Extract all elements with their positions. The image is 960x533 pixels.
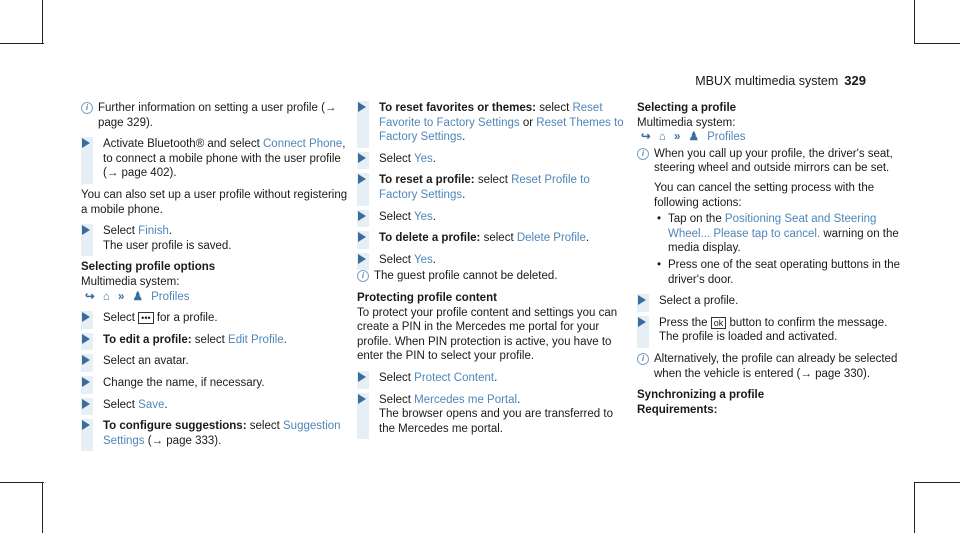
step: To reset a profile: select Reset Profile to Factory Settings. bbox=[357, 173, 627, 202]
link-delete-profile[interactable]: Delete Profile bbox=[516, 232, 586, 245]
link-yes[interactable]: Yes bbox=[413, 210, 433, 223]
info-note: i The guest profile cannot be deleted. bbox=[357, 269, 627, 284]
info-icon: i bbox=[357, 270, 369, 282]
link-profiles[interactable]: Profiles bbox=[151, 290, 190, 303]
crop-mark bbox=[914, 0, 915, 44]
link-suggestion-settings[interactable]: Suggestion Settings bbox=[103, 420, 341, 447]
step: Press the ok button to confirm the message. The profile is loaded and activated. bbox=[637, 316, 907, 345]
section-heading: Selecting a profile bbox=[637, 102, 737, 114]
requirements-label: Requirements: bbox=[637, 403, 718, 416]
crop-mark bbox=[914, 43, 960, 44]
link-profiles[interactable]: Profiles bbox=[707, 131, 746, 144]
list-item: • Tap on the Positioning Seat and Steering Wheel... Please tap to cancel. warning on the media display. bbox=[654, 212, 907, 256]
path-arrow-icon: ↪ bbox=[641, 131, 651, 144]
system-label: Multimedia system: bbox=[81, 275, 180, 288]
link-finish[interactable]: Finish bbox=[138, 225, 169, 238]
crop-mark bbox=[0, 43, 44, 44]
header-title: MBUX multimedia system bbox=[695, 74, 839, 88]
step: Select Mercedes me Portal. The browser opens and you are transferred to the Mercedes me portal. bbox=[357, 393, 627, 437]
page-number: 329 bbox=[844, 73, 866, 88]
step-arrow-icon bbox=[358, 211, 366, 221]
step-arrow-icon bbox=[82, 312, 90, 322]
column-1 bbox=[81, 101, 351, 455]
step-arrow-icon bbox=[358, 174, 366, 184]
more-options-icon[interactable]: ••• bbox=[138, 312, 153, 324]
step: To edit a profile: select Edit Profile. bbox=[81, 333, 351, 348]
section-heading: Synchronizing a profile bbox=[637, 389, 765, 402]
step-arrow-icon bbox=[82, 420, 90, 430]
info-note: i Alternatively, the profile can already be selected when the vehicle is entered (→ page 330). bbox=[637, 352, 907, 381]
step: To configure suggestions: select Suggestion Settings (→ page 333). bbox=[81, 419, 351, 448]
crop-mark bbox=[914, 482, 915, 533]
link-save[interactable]: Save bbox=[138, 398, 165, 411]
step-arrow-icon bbox=[358, 254, 366, 264]
list-item: • Press one of the seat operating buttons in the driver's door. bbox=[654, 258, 907, 287]
step: Change the name, if necessary. bbox=[81, 376, 351, 391]
home-icon: ⌂ bbox=[658, 131, 666, 144]
menu-path bbox=[637, 130, 907, 145]
link-reset-themes[interactable]: Reset Themes to Factory Settings bbox=[379, 116, 624, 144]
profile-icon: ♟ bbox=[688, 131, 699, 144]
link-yes[interactable]: Yes bbox=[413, 253, 433, 266]
link-connect-phone[interactable]: Connect Phone bbox=[263, 138, 343, 151]
step-arrow-icon bbox=[82, 377, 90, 387]
crop-mark bbox=[914, 482, 960, 483]
link-protect-content[interactable]: Protect Content bbox=[414, 371, 495, 384]
step-arrow-icon bbox=[82, 399, 90, 409]
link-mercedes-me-portal[interactable]: Mercedes me Portal bbox=[414, 393, 518, 406]
home-icon: ⌂ bbox=[102, 290, 110, 303]
step-arrow-icon bbox=[358, 153, 366, 163]
info-note: i When you call up your profile, the driver's seat, steering wheel and outside mirrors can be set. You can cancel the setting process with the following actions: • Tap on the Positioning Seat and Steering Wheel... Please tap to cancel. warning on the media display. • Press one of the seat operating buttons in the driver's door. bbox=[637, 147, 907, 287]
step: Select Yes. bbox=[357, 152, 627, 167]
profile-icon: ♟ bbox=[132, 290, 143, 303]
info-icon: i bbox=[637, 148, 649, 160]
double-chevron-icon: » bbox=[118, 290, 125, 303]
info-note: i Further information on setting a user profile (→ page 329). bbox=[81, 101, 351, 130]
step-arrow-icon bbox=[358, 394, 366, 404]
path-arrow-icon: ↪ bbox=[85, 290, 95, 303]
link-yes[interactable]: Yes bbox=[413, 152, 433, 165]
step-arrow-icon bbox=[358, 232, 366, 242]
step-arrow-icon bbox=[638, 295, 646, 305]
column-2 bbox=[357, 101, 627, 443]
step: Select an avatar. bbox=[81, 354, 351, 369]
ok-key-icon[interactable]: ok bbox=[711, 317, 727, 329]
crop-mark bbox=[42, 482, 43, 533]
step: Select a profile. bbox=[637, 294, 907, 309]
step: Activate Bluetooth® and select Connect Phone, to connect a mobile phone with the user profile (→ page 402). bbox=[81, 137, 351, 181]
system-label: Multimedia system: bbox=[637, 116, 736, 129]
link-reset-favorite[interactable]: Reset Favorite to Factory Settings bbox=[379, 102, 603, 129]
step: To reset favorites or themes: select Reset Favorite to Factory Settings or Reset Themes to Factory Settings. bbox=[357, 101, 627, 145]
info-icon: i bbox=[637, 353, 649, 365]
step-arrow-icon bbox=[638, 317, 646, 327]
step: Select Save. bbox=[81, 398, 351, 413]
step-arrow-icon bbox=[82, 225, 90, 235]
section-heading: Protecting profile content bbox=[357, 291, 497, 304]
double-chevron-icon: » bbox=[674, 131, 681, 144]
step-arrow-icon bbox=[358, 102, 366, 112]
step: Select Finish. The user profile is saved. bbox=[81, 224, 351, 253]
page-header bbox=[695, 74, 866, 89]
section-heading: Selecting profile options bbox=[81, 261, 216, 274]
step: To delete a profile: select Delete Profile. bbox=[357, 231, 627, 246]
column-3 bbox=[637, 101, 907, 417]
step: Select Yes. bbox=[357, 253, 627, 268]
info-icon: i bbox=[81, 102, 93, 114]
link-positioning-warning[interactable]: Positioning Seat and Steering Wheel... Please tap to cancel. bbox=[668, 213, 877, 240]
step: Select Protect Content. bbox=[357, 371, 627, 386]
menu-path bbox=[81, 290, 351, 305]
step: Select ••• for a profile. bbox=[81, 311, 351, 326]
step-arrow-icon bbox=[82, 334, 90, 344]
paragraph: You can also set up a user profile without registering a mobile phone. bbox=[81, 188, 348, 216]
step-arrow-icon bbox=[82, 355, 90, 365]
link-edit-profile[interactable]: Edit Profile bbox=[228, 333, 284, 346]
step: Select Yes. bbox=[357, 210, 627, 225]
paragraph: To protect your profile content and settings you can create a PIN in the Mercedes me portal for your profile. When PIN protection is active, you have to enter the PIN to select your profile. bbox=[357, 306, 618, 363]
step-arrow-icon bbox=[358, 372, 366, 382]
link-reset-profile[interactable]: Reset Profile to Factory Settings bbox=[379, 174, 590, 201]
crop-mark bbox=[0, 482, 44, 483]
step-arrow-icon bbox=[82, 138, 90, 148]
crop-mark bbox=[42, 0, 43, 44]
